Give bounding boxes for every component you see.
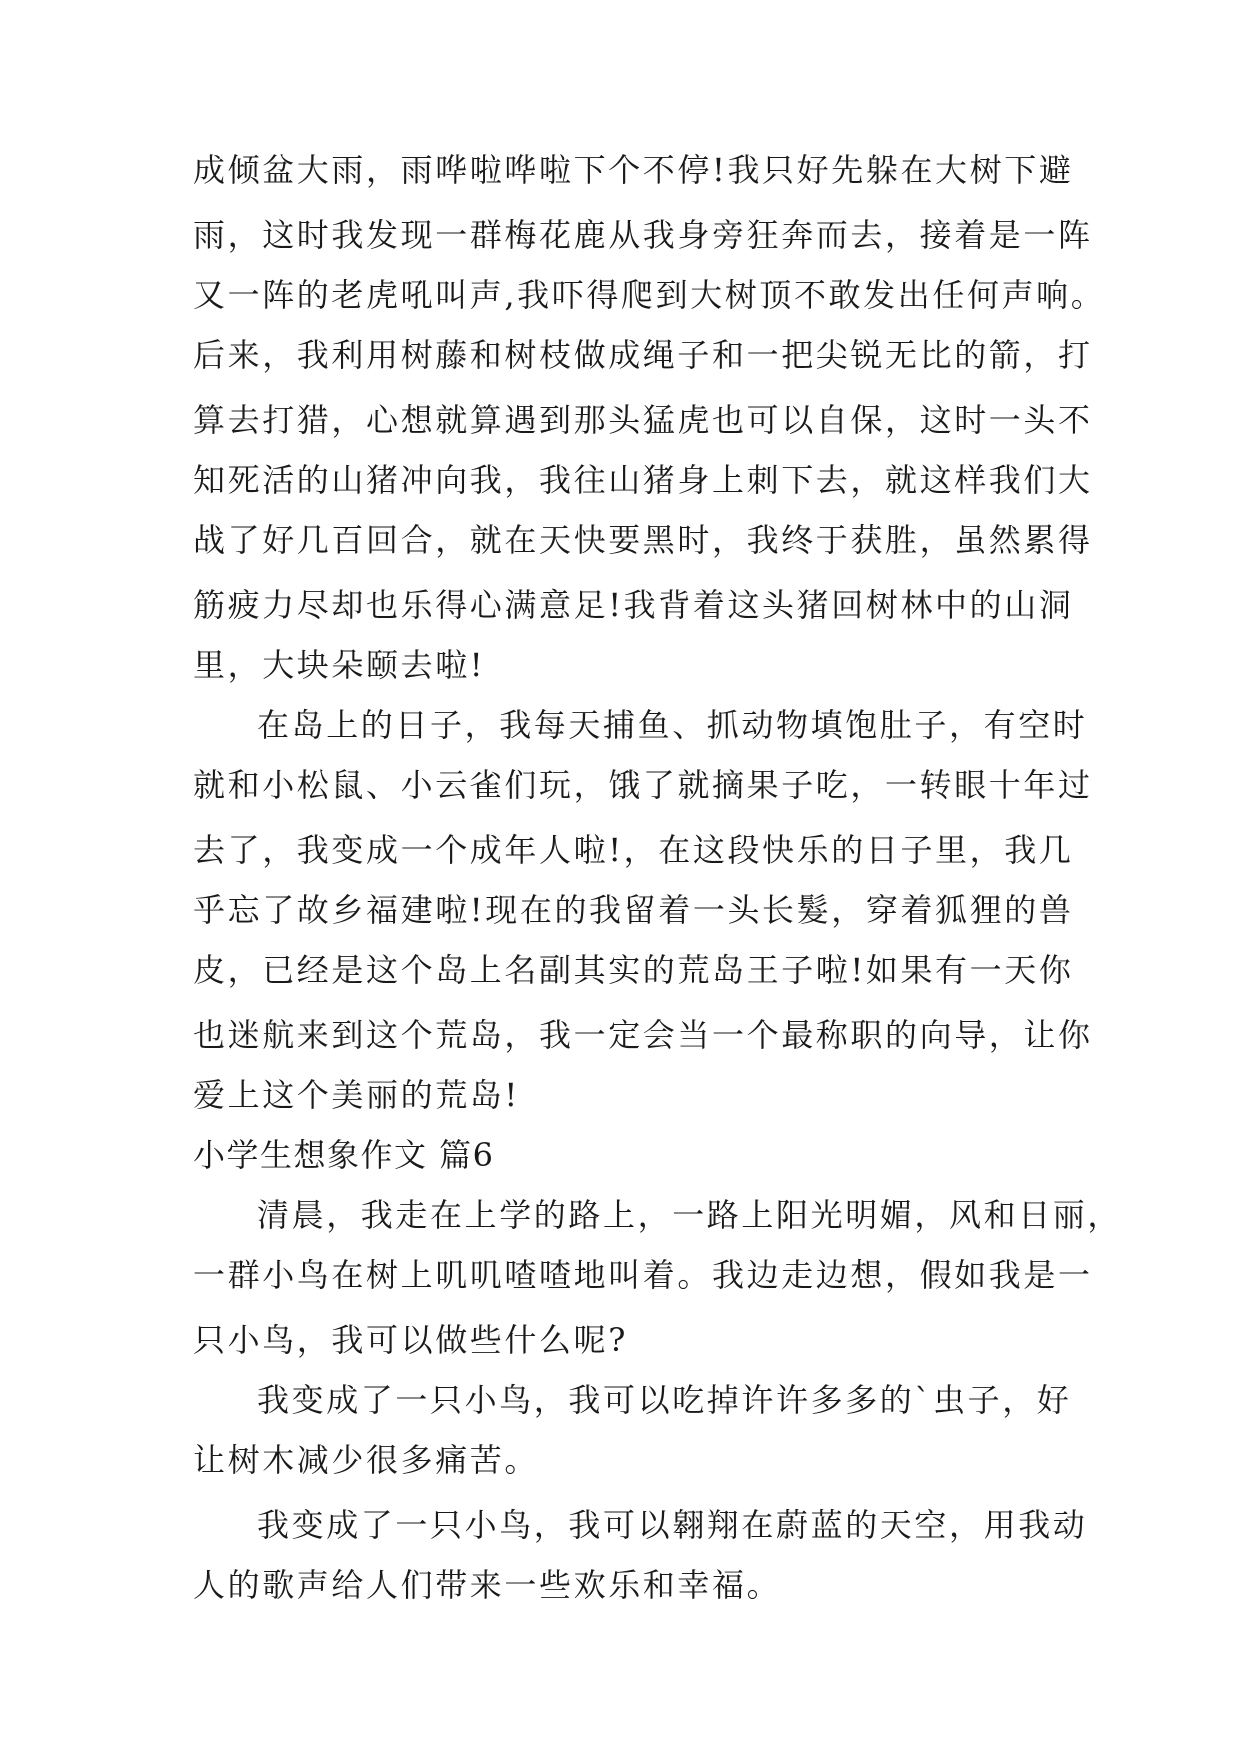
paragraph-1-line-8: 筋疲力尽却也乐得心满意足!我背着这头猪回树林中的山洞 <box>193 586 1074 624</box>
paragraph-3-line-2: 一群小鸟在树上叽叽喳喳地叫着。我边走边想，假如我是一 <box>193 1256 1093 1294</box>
paragraph-2-line-6: 也迷航来到这个荒岛，我一定会当一个最称职的向导，让你 <box>193 1016 1093 1054</box>
paragraph-2-line-5: 皮，已经是这个岛上名副其实的荒岛王子啦!如果有一天你 <box>193 951 1074 989</box>
paragraph-1-line-7: 战了好几百回合，就在天快要黑时，我终于获胜，虽然累得 <box>193 521 1093 559</box>
paragraph-2-line-3: 去了，我变成一个成年人啦!，在这段快乐的日子里，我几 <box>193 831 1074 869</box>
paragraph-5-line-2: 人的歌声给人们带来一些欢乐和幸福。 <box>193 1566 782 1604</box>
paragraph-3-line-3: 只小鸟，我可以做些什么呢? <box>193 1321 628 1359</box>
section-heading: 小学生想象作文 篇6 <box>193 1136 495 1174</box>
paragraph-4-line-1: 我变成了一只小鸟，我可以吃掉许许多多的`虫子，好 <box>257 1381 1072 1419</box>
paragraph-2-line-1: 在岛上的日子，我每天捕鱼、抓动物填饱肚子，有空时 <box>257 706 1088 744</box>
paragraph-1-line-2: 雨，这时我发现一群梅花鹿从我身旁狂奔而去，接着是一阵 <box>193 216 1093 254</box>
paragraph-2-line-2: 就和小松鼠、小云雀们玩，饿了就摘果子吃，一转眼十年过 <box>193 766 1093 804</box>
paragraph-1-line-6: 知死活的山猪冲向我，我往山猪身上刺下去，就这样我们大 <box>193 461 1093 499</box>
paragraph-1-line-3: 又一阵的老虎吼叫声,我吓得爬到大树顶不敢发出任何声响。 <box>193 276 1106 314</box>
paragraph-2-line-4: 乎忘了故乡福建啦!现在的我留着一头长髮，穿着狐狸的兽 <box>193 891 1074 929</box>
paragraph-5-line-1: 我变成了一只小鸟，我可以翱翔在蔚蓝的天空，用我动 <box>257 1506 1088 1544</box>
paragraph-4-line-2: 让树木减少很多痛苦。 <box>193 1441 540 1479</box>
paragraph-1-line-9: 里，大块朵颐去啦! <box>193 646 486 684</box>
paragraph-2-line-7: 爱上这个美丽的荒岛! <box>193 1076 520 1114</box>
paragraph-1-line-4: 后来，我利用树藤和树枝做成绳子和一把尖锐无比的箭，打 <box>193 336 1093 374</box>
paragraph-1-line-1: 成倾盆大雨，雨哗啦哗啦下个不停!我只好先躲在大树下避 <box>193 151 1074 189</box>
paragraph-1-line-5: 算去打猎，心想就算遇到那头猛虎也可以自保，这时一头不 <box>193 401 1093 439</box>
paragraph-3-line-1: 清晨，我走在上学的路上，一路上阳光明媚，风和日丽， <box>257 1196 1123 1234</box>
